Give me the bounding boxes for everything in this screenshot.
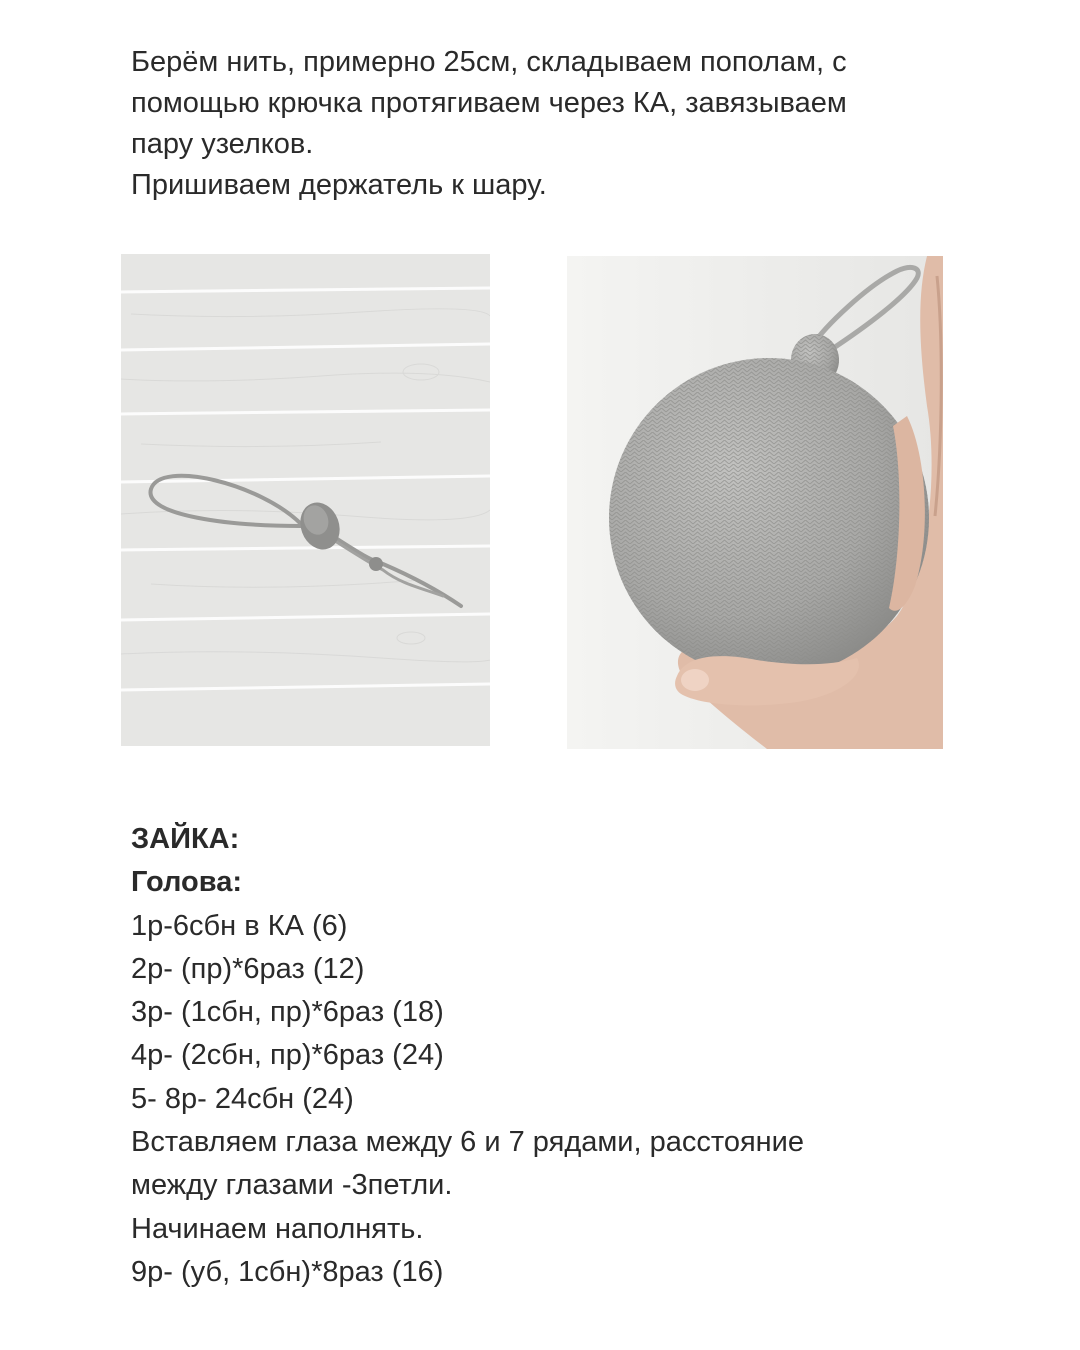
intro-line: пару узелков.	[131, 128, 314, 160]
subsection-title: Голова:	[131, 866, 242, 899]
pattern-row: Вставляем глаза между 6 и 7 рядами, расстояние	[131, 1126, 805, 1159]
section-title: ЗАЙКА:	[131, 823, 240, 855]
loop-holder-photo	[121, 254, 490, 746]
pattern-row: 4р- (2сбн, пр)*6раз (24)	[131, 1039, 444, 1072]
intro-line: Пришиваем держатель к шару.	[131, 169, 547, 201]
pattern-row: 3р- (1сбн, пр)*6раз (18)	[131, 996, 444, 1029]
pattern-row: 1р-6сбн в КА (6)	[131, 909, 348, 942]
crochet-ball-photo	[567, 256, 943, 749]
pattern-row: между глазами -3петли.	[131, 1169, 453, 1202]
intro-text	[131, 42, 971, 206]
pattern-row: Начинаем наполнять.	[131, 1212, 424, 1245]
loop-holder-illustration	[121, 254, 490, 746]
pattern-row: 5- 8р- 24сбн (24)	[131, 1082, 354, 1115]
intro-line: помощью крючка протягиваем через КА, завязываем	[131, 87, 847, 119]
pattern-section	[131, 818, 1011, 1294]
pattern-row: 9р- (уб, 1сбн)*8раз (16)	[131, 1255, 444, 1288]
pattern-row: 2р- (пр)*6раз (12)	[131, 952, 365, 985]
intro-line: Берём нить, примерно 25см, складываем пополам, с	[131, 46, 847, 78]
crochet-ball-illustration	[567, 256, 943, 749]
